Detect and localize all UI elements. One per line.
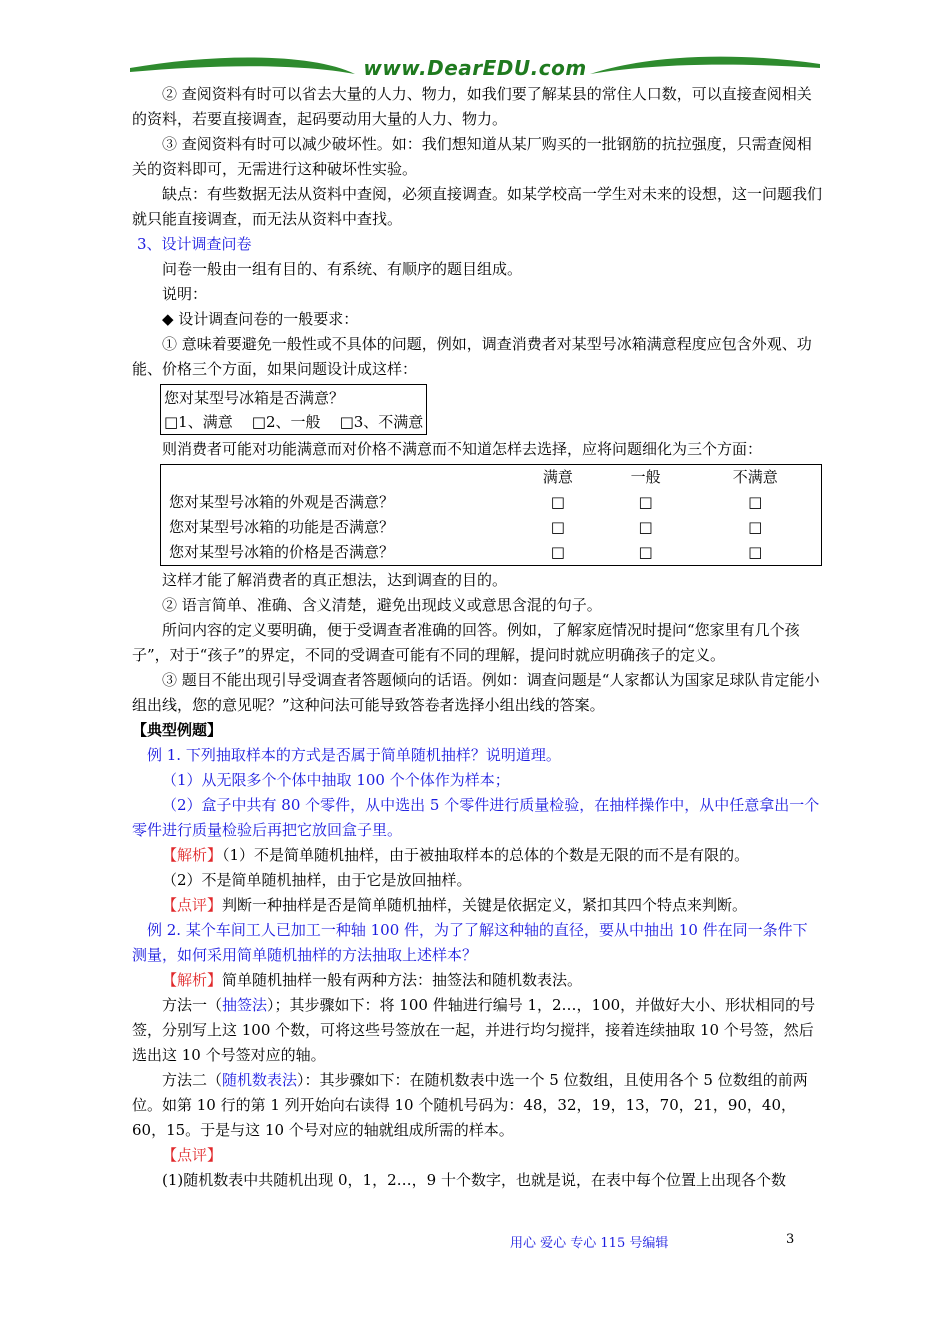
checkbox-cell: □ [748, 543, 763, 561]
method-name: 抽签法 [222, 996, 268, 1014]
method-text: ）；其步骤如下：将 100 件轴进行编号 1，2…，100，并做好大小、形状相同的号签，分别写上这 100 个数，可将这些号签放在一起，并进行均匀搅拌，接着连续抽取 10 个号签，然后选出这 10 个号签对应的轴。 [132, 996, 816, 1064]
example-part: （2）盒子中共有 80 个零件，从中选出 5 个零件进行质量检验，在抽样操作中，从中任意拿出一个零件进行质量检验后再把它放回盒子里。 [132, 796, 820, 839]
comment-text: 判断一种抽样是否是简单随机抽样，关键是依据定义，紧扣其四个特点来判断。 [222, 896, 748, 914]
footer-text: 用心 爱心 专心 115 号编辑 [510, 1236, 669, 1251]
method-paragraph [132, 1068, 822, 1143]
method-text: ）：其步骤如下：在随机数表中选一个 5 位数组，且使用各个 5 位数组的前两位。如第 10 行的第 1 列开始向右读得 10 个随机号码为：48，32，19，13，70，21，90，40，60，15。于是与这 10 个号对应的轴就组成所需的样本。 [132, 1071, 808, 1139]
question-cell: 您对某型号冰箱的外观是否满意？ [169, 493, 395, 511]
paragraph: 缺点：有些数据无法从资料中查阅，必须直接调查。如某学校高一学生对未来的设想，这一问题我们就只能直接调查，而无法从资料中查找。 [132, 185, 823, 228]
solution-text: （1）不是简单随机抽样，由于被抽取样本的总体的个数是无限的而不是有限的。 [222, 846, 750, 864]
solution-line [132, 968, 822, 993]
section-heading: 3、设计调查问卷 [137, 235, 252, 253]
table-row [161, 515, 821, 540]
paragraph: ① 意味着要避免一般性或不具体的问题，例如，调查消费者对某型号冰箱满意程度应包含外观、功能、价格三个方面，如果问题设计成这样： [132, 335, 812, 378]
paragraph: 则消费者可能对功能满意而对价格不满意而不知道怎样去选择，应将问题细化为三个方面： [162, 440, 763, 458]
document-body [132, 82, 822, 1193]
site-logo-text: www.DearEDU.com [363, 56, 587, 80]
analysis-label: 【解析】 [162, 971, 223, 989]
analysis-label: 【解析】 [162, 846, 223, 864]
checkbox-cell: □ [638, 493, 653, 511]
column-header: 一般 [630, 468, 661, 486]
table-row [161, 540, 821, 565]
checkbox-cell: □ [550, 493, 565, 511]
method-prefix: 方法一（ [162, 996, 223, 1014]
sample-question: 您对某型号冰箱是否满意？ [164, 389, 345, 407]
column-header: 满意 [542, 468, 573, 486]
method-prefix: 方法二（ [162, 1071, 223, 1089]
paragraph: 所问内容的定义要明确，便于受调查者准确的回答。例如，了解家庭情况时提问“您家里有几个孩子”，对于“孩子”的界定，不同的受调查可能有不同的理解，提问时就应明确孩子的定义。 [132, 621, 800, 664]
paragraph: ③ 查阅资料有时可以减少破坏性。如：我们想知道从某厂购买的一批钢筋的抗拉强度，只需查阅相关的资料即可，无需进行这种破坏性实验。 [132, 135, 812, 178]
bullet-item: ◆ 设计调查问卷的一般要求： [162, 310, 359, 328]
sample-options: □1、满意 □2、一般 □3、不满意 [164, 413, 424, 431]
paragraph: ② 语言简单、准确、含义清楚，避免出现歧义或意思含混的句子。 [162, 596, 602, 614]
comment-label: 【点评】 [162, 1146, 223, 1164]
example-part: （1）从无限多个个体中抽取 100 个个体作为样本； [162, 771, 510, 789]
method-name: 随机数表法 [222, 1071, 298, 1089]
checkbox-cell: □ [748, 518, 763, 536]
sample-question-box [160, 384, 427, 435]
paragraph: 问卷一般由一组有目的、有系统、有顺序的题目组成。 [162, 260, 523, 278]
table-row [161, 490, 821, 515]
question-cell: 您对某型号冰箱的功能是否满意？ [169, 518, 395, 536]
table-header-row [161, 465, 821, 490]
paragraph: ② 查阅资料有时可以省去大量的人力、物力，如我们要了解某县的常住人口数，可以直接查阅相关的资料，若要直接调查，起码要动用大量的人力、物力。 [132, 85, 812, 128]
solution-line [132, 843, 822, 868]
example-question: 例 2. 某个车间工人已加工一种轴 100 件，为了了解这种轴的直径，要从中抽出 10 件在同一条件下测量，如何采用简单随机抽样的方法抽取上述样本？ [132, 921, 808, 964]
question-cell: 您对某型号冰箱的价格是否满意？ [169, 543, 395, 561]
section-heading: 【典型例题】 [132, 721, 223, 739]
solution-text: 简单随机抽样一般有两种方法：抽签法和随机数表法。 [222, 971, 583, 989]
example-question: 例 1. 下列抽取样本的方式是否属于简单随机抽样？说明道理。 [147, 746, 561, 764]
solution-line: （2）不是简单随机抽样，由于它是放回抽样。 [162, 871, 472, 889]
paragraph: 这样才能了解消费者的真正想法，达到调查的目的。 [162, 571, 508, 589]
paragraph: 说明： [162, 285, 208, 303]
checkbox-cell: □ [550, 543, 565, 561]
comment-line [132, 893, 822, 918]
column-header: 不满意 [732, 468, 778, 486]
method-paragraph [132, 993, 822, 1068]
comment-label: 【点评】 [162, 896, 223, 914]
survey-table [160, 464, 822, 566]
checkbox-cell: □ [748, 493, 763, 511]
page-number: 3 [786, 1232, 795, 1247]
checkbox-cell: □ [550, 518, 565, 536]
checkbox-cell: □ [638, 543, 653, 561]
paragraph: ③ 题目不能出现引导受调查者答题倾向的话语。例如：调查问题是“人家都认为国家足球队肯定能小组出线，您的意见呢？”这种问法可能导致答卷者选择小组出线的答案。 [132, 671, 820, 714]
checkbox-cell: □ [638, 518, 653, 536]
comment-text: (1)随机数表中共随机出现 0，1，2…，9 十个数字，也就是说，在表中每个位置上出现各个数 [162, 1171, 786, 1189]
